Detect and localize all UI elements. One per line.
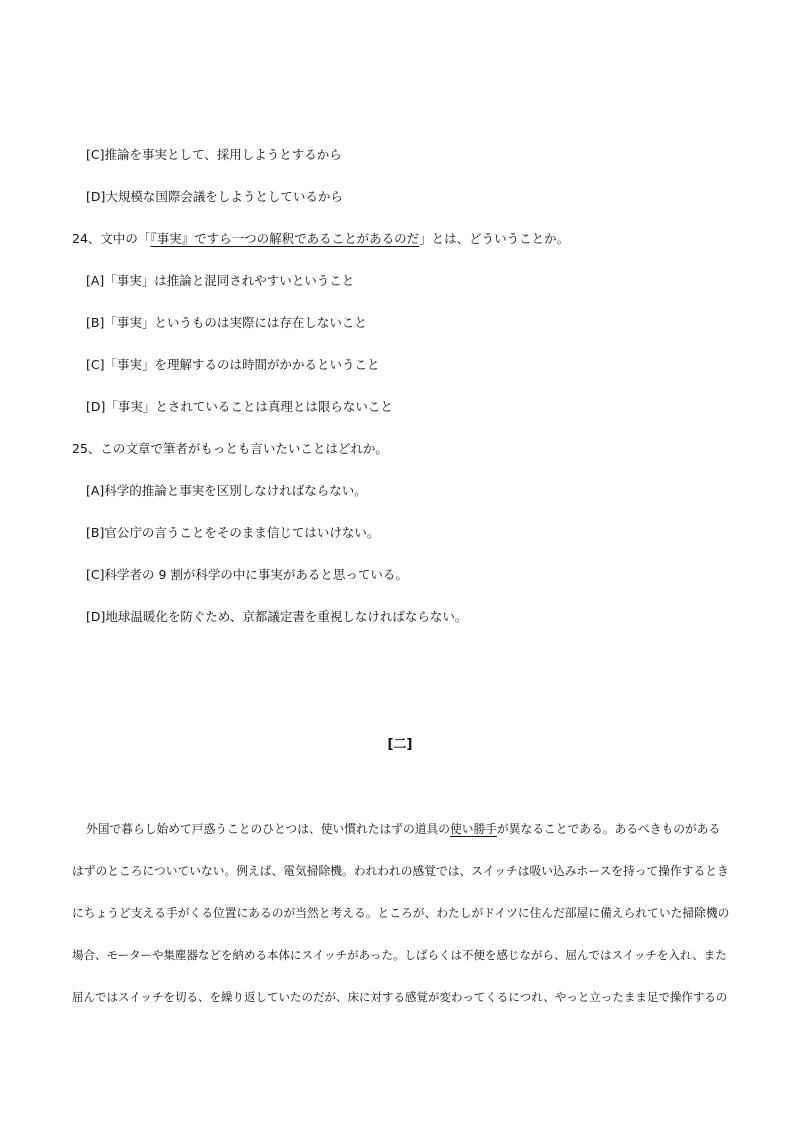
- question-25: 25、この文章で筆者がもっとも言いたいことはどれか。: [72, 441, 388, 456]
- underlined-term: 使い勝手: [450, 822, 498, 836]
- passage-line-4: 場合、モーターや集塵器などを納める本体にスイッチがあった。しばらくは不便を感じながら、屈んではスイッチを入れ、また: [72, 948, 727, 962]
- q23-option-c: [C]推論を事実として、採用しようとするから: [86, 147, 342, 162]
- q23-option-d: [D]大規模な国際会議をしようとしているから: [86, 189, 343, 204]
- question-24-suffix: 」とは、どういうことか。: [419, 231, 570, 246]
- q25-option-b: [B]官公庁の言うことをそのまま信じてはいけない。: [86, 525, 380, 540]
- section-heading: [二]: [387, 737, 413, 752]
- q24-option-c: [C]「事実」を理解するのは時間がかかるということ: [86, 357, 380, 372]
- passage-line-5: 屈んではスイッチを切る、を繰り返していたのだが、床に対する感覚が変わってくるにつれ、やっと立ったまま足で操作するの: [72, 990, 728, 1004]
- question-24: [72, 230, 569, 248]
- q24-option-d: [D]「事実」とされていることは真理とは限らないこと: [86, 399, 393, 414]
- q25-option-c: [C]科学者の 9 割が科学の中に事実があると思っている。: [86, 567, 408, 582]
- passage-line-3: にちょうど支える手がくる位置にあるのが当然と考える。ところが、わたしがドイツに住んだ部屋に備えられていた掃除機の: [72, 906, 730, 920]
- passage-line-2: はずのところについていない。例えば、電気掃除機。われわれの感覚では、スイッチは吸い込みホースを持って操作するとき: [72, 864, 729, 878]
- q25-option-a: [A]科学的推論と事実を区別しなければならない。: [86, 483, 367, 498]
- question-24-quoted-phrase: 『事実』ですら一つの解釈であることがあるのだ: [150, 231, 420, 246]
- passage-line-1-end: が異なることである。あるべきものがある: [497, 822, 721, 836]
- question-24-prefix: 24、文中の「: [72, 231, 151, 246]
- passage-line-1-start: 外国で暮らし始めて戸惑うことのひとつは、使い慣れたはずの道具の: [86, 822, 451, 836]
- passage-line-1: [72, 820, 732, 838]
- q24-option-a: [A]「事実」は推論と混同されやすいということ: [86, 273, 355, 288]
- q25-option-d: [D]地球温暖化を防ぐため、京都議定書を重視しなければならない。: [86, 609, 468, 624]
- q24-option-b: [B]「事実」というものは実際には存在しないこと: [86, 315, 367, 330]
